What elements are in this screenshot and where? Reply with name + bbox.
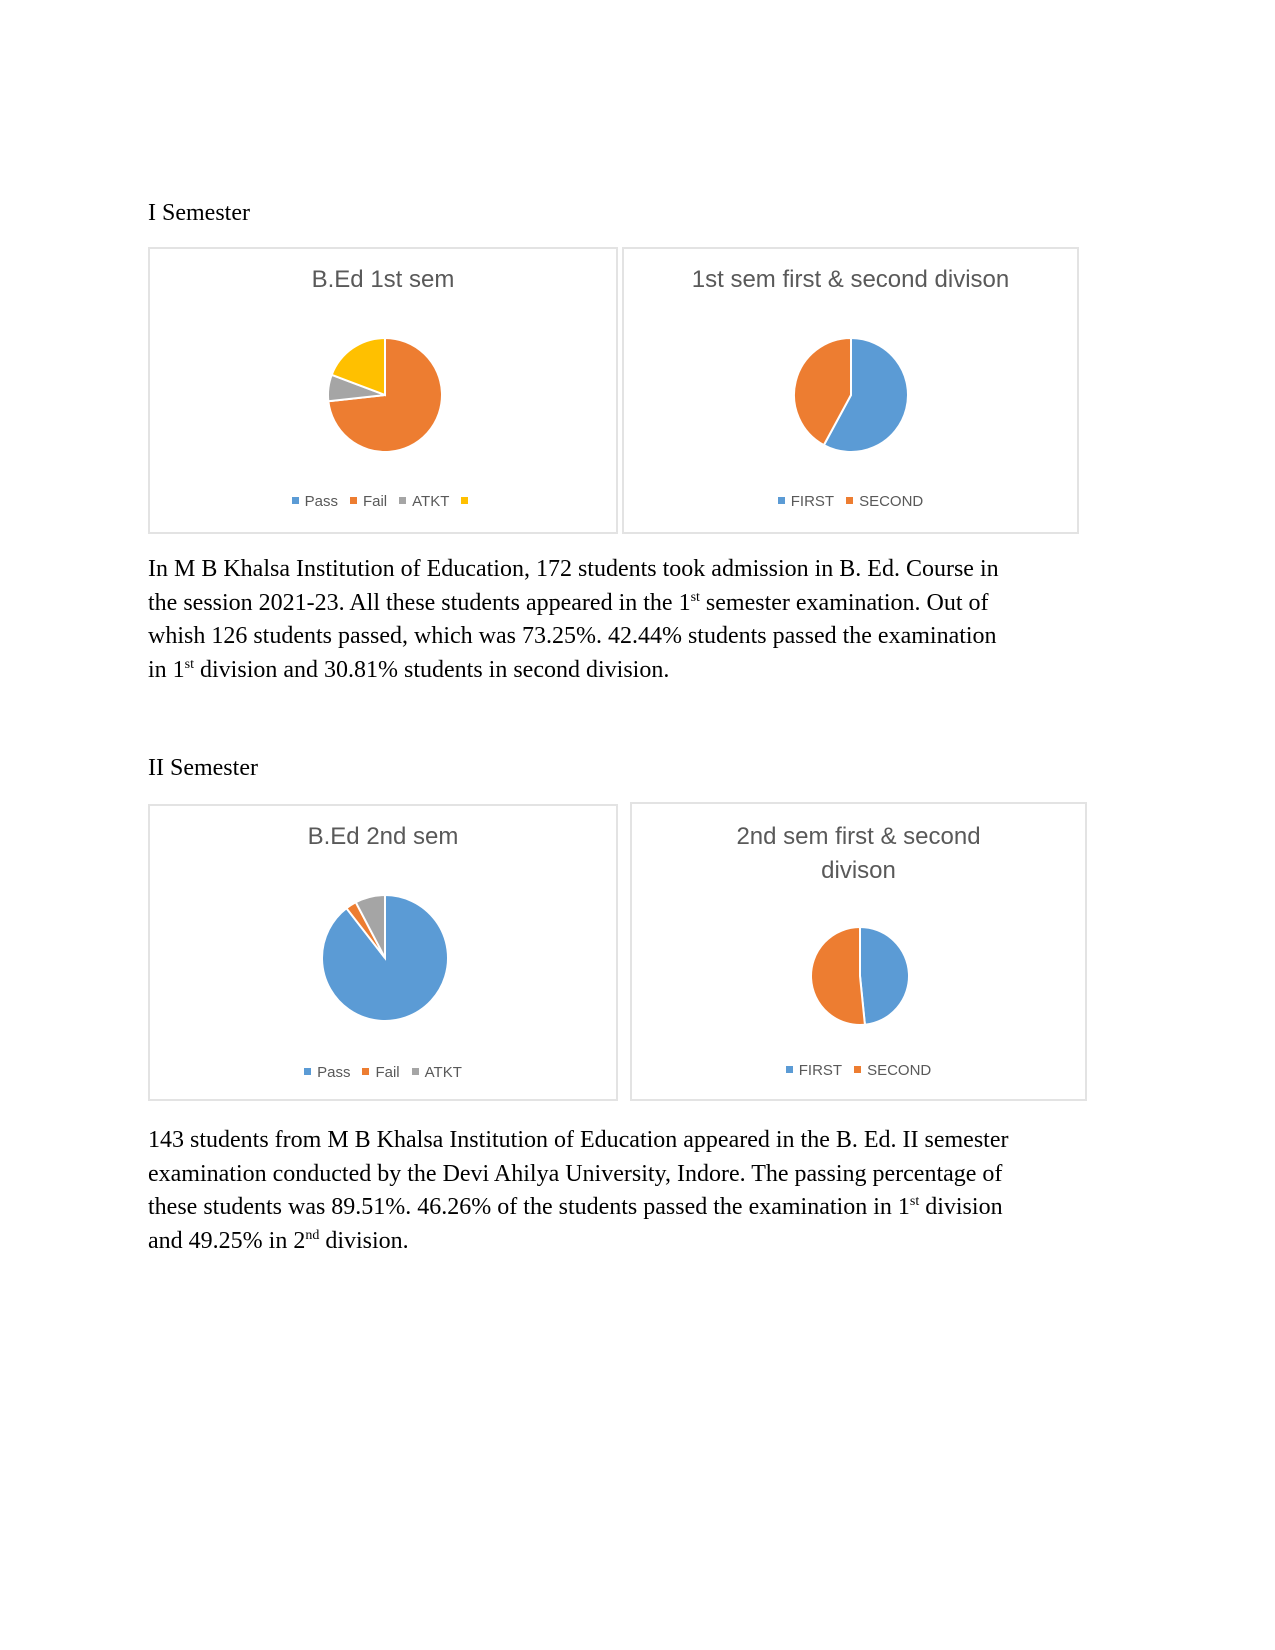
legend-item — [786, 1062, 842, 1079]
paragraph-1 — [148, 553, 1123, 687]
legend-label: Pass — [304, 493, 338, 510]
paragraph-line — [148, 620, 1123, 654]
text-run: division and 30.81% students in second division. — [194, 656, 670, 683]
chart-1st-sem-division — [622, 247, 1079, 534]
chart-2nd-sem-division — [630, 802, 1087, 1101]
legend-item — [350, 493, 387, 510]
text-run: division. — [319, 1227, 409, 1254]
chart-title-line: divison — [821, 857, 896, 884]
legend-label: SECOND — [867, 1062, 932, 1079]
legend-swatch-icon — [292, 497, 299, 504]
legend-label: Pass — [317, 1064, 351, 1081]
legend-item — [412, 1064, 462, 1081]
text-run: and 49.25% in 2 — [148, 1227, 306, 1254]
legend-item — [362, 1064, 399, 1081]
paragraph-line — [148, 553, 1123, 587]
superscript: st — [184, 656, 195, 672]
text-run: examination conducted by the Devi Ahilya University, Indore. The passing percentage of — [148, 1160, 1003, 1187]
legend-item — [304, 1064, 350, 1081]
legend-swatch-icon — [854, 1066, 861, 1073]
text-run: whish 126 students passed, which was 73.25%. 42.44% students passed the examination — [148, 623, 997, 649]
legend-label: Fail — [375, 1064, 400, 1081]
superscript: nd — [305, 1227, 320, 1243]
chart-title-line: 1st sem first & second divison — [691, 266, 1010, 293]
legend-swatch-icon — [304, 1068, 311, 1075]
legend-label: FIRST — [798, 1062, 843, 1079]
legend-item — [461, 493, 474, 510]
text-run: in 1 — [148, 656, 185, 683]
legend-label: FIRST — [790, 493, 835, 510]
chart-legend — [624, 493, 1077, 510]
paragraph-line — [148, 1191, 1123, 1225]
pie-svg — [632, 804, 1089, 1103]
chart-bed-2nd-sem — [148, 804, 618, 1101]
legend-swatch-icon — [461, 497, 468, 504]
legend-item — [846, 493, 923, 510]
legend-label: ATKT — [412, 493, 450, 510]
legend-swatch-icon — [350, 497, 357, 504]
paragraph-line — [148, 587, 1123, 621]
legend-swatch-icon — [362, 1068, 369, 1075]
paragraph-line — [148, 654, 1123, 688]
chart-legend — [632, 1062, 1085, 1079]
superscript: st — [909, 1194, 920, 1209]
chart-legend — [150, 493, 616, 510]
legend-item — [292, 493, 338, 510]
paragraph-line — [148, 1225, 1123, 1259]
text-run: In M B Khalsa Institution of Education, 172 students took admission in B. Ed. Course in — [148, 556, 999, 582]
legend-swatch-icon — [786, 1066, 793, 1073]
legend-label: ATKT — [424, 1064, 462, 1081]
section-heading-2: II Semester — [148, 755, 258, 781]
chart-legend — [150, 1064, 616, 1081]
superscript: st — [690, 589, 700, 605]
pie-slice-second — [811, 927, 865, 1025]
paragraph-2 — [148, 1124, 1123, 1258]
legend-label: SECOND — [859, 493, 924, 510]
text-run: division — [919, 1194, 1003, 1220]
text-run: these students was 89.51%. 46.26% of the students passed the examination in 1 — [148, 1194, 910, 1220]
text-run: semester examination. Out of — [699, 589, 989, 616]
pie-slice-first — [860, 927, 909, 1025]
section-heading-1: I Semester — [148, 200, 250, 226]
chart-bed-1st-sem — [148, 247, 618, 534]
legend-swatch-icon — [412, 1068, 419, 1075]
legend-label: Fail — [362, 493, 388, 510]
paragraph-line — [148, 1124, 1123, 1158]
legend-swatch-icon — [399, 497, 406, 504]
legend-item — [399, 493, 449, 510]
legend-item — [778, 493, 834, 510]
text-run: the session 2021-23. All these students appeared in the 1 — [148, 589, 691, 616]
pie-svg — [150, 806, 620, 1103]
legend-swatch-icon — [846, 497, 853, 504]
legend-item — [854, 1062, 931, 1079]
chart-title-line: 2nd sem first & second — [736, 823, 981, 850]
paragraph-line — [148, 1158, 1123, 1192]
text-run: 143 students from M B Khalsa Institution of Education appeared in the B. Ed. II semester — [148, 1127, 1009, 1153]
chart-title-line: B.Ed 1st sem — [311, 266, 455, 293]
chart-title-line: B.Ed 2nd sem — [307, 823, 459, 850]
legend-swatch-icon — [778, 497, 785, 504]
